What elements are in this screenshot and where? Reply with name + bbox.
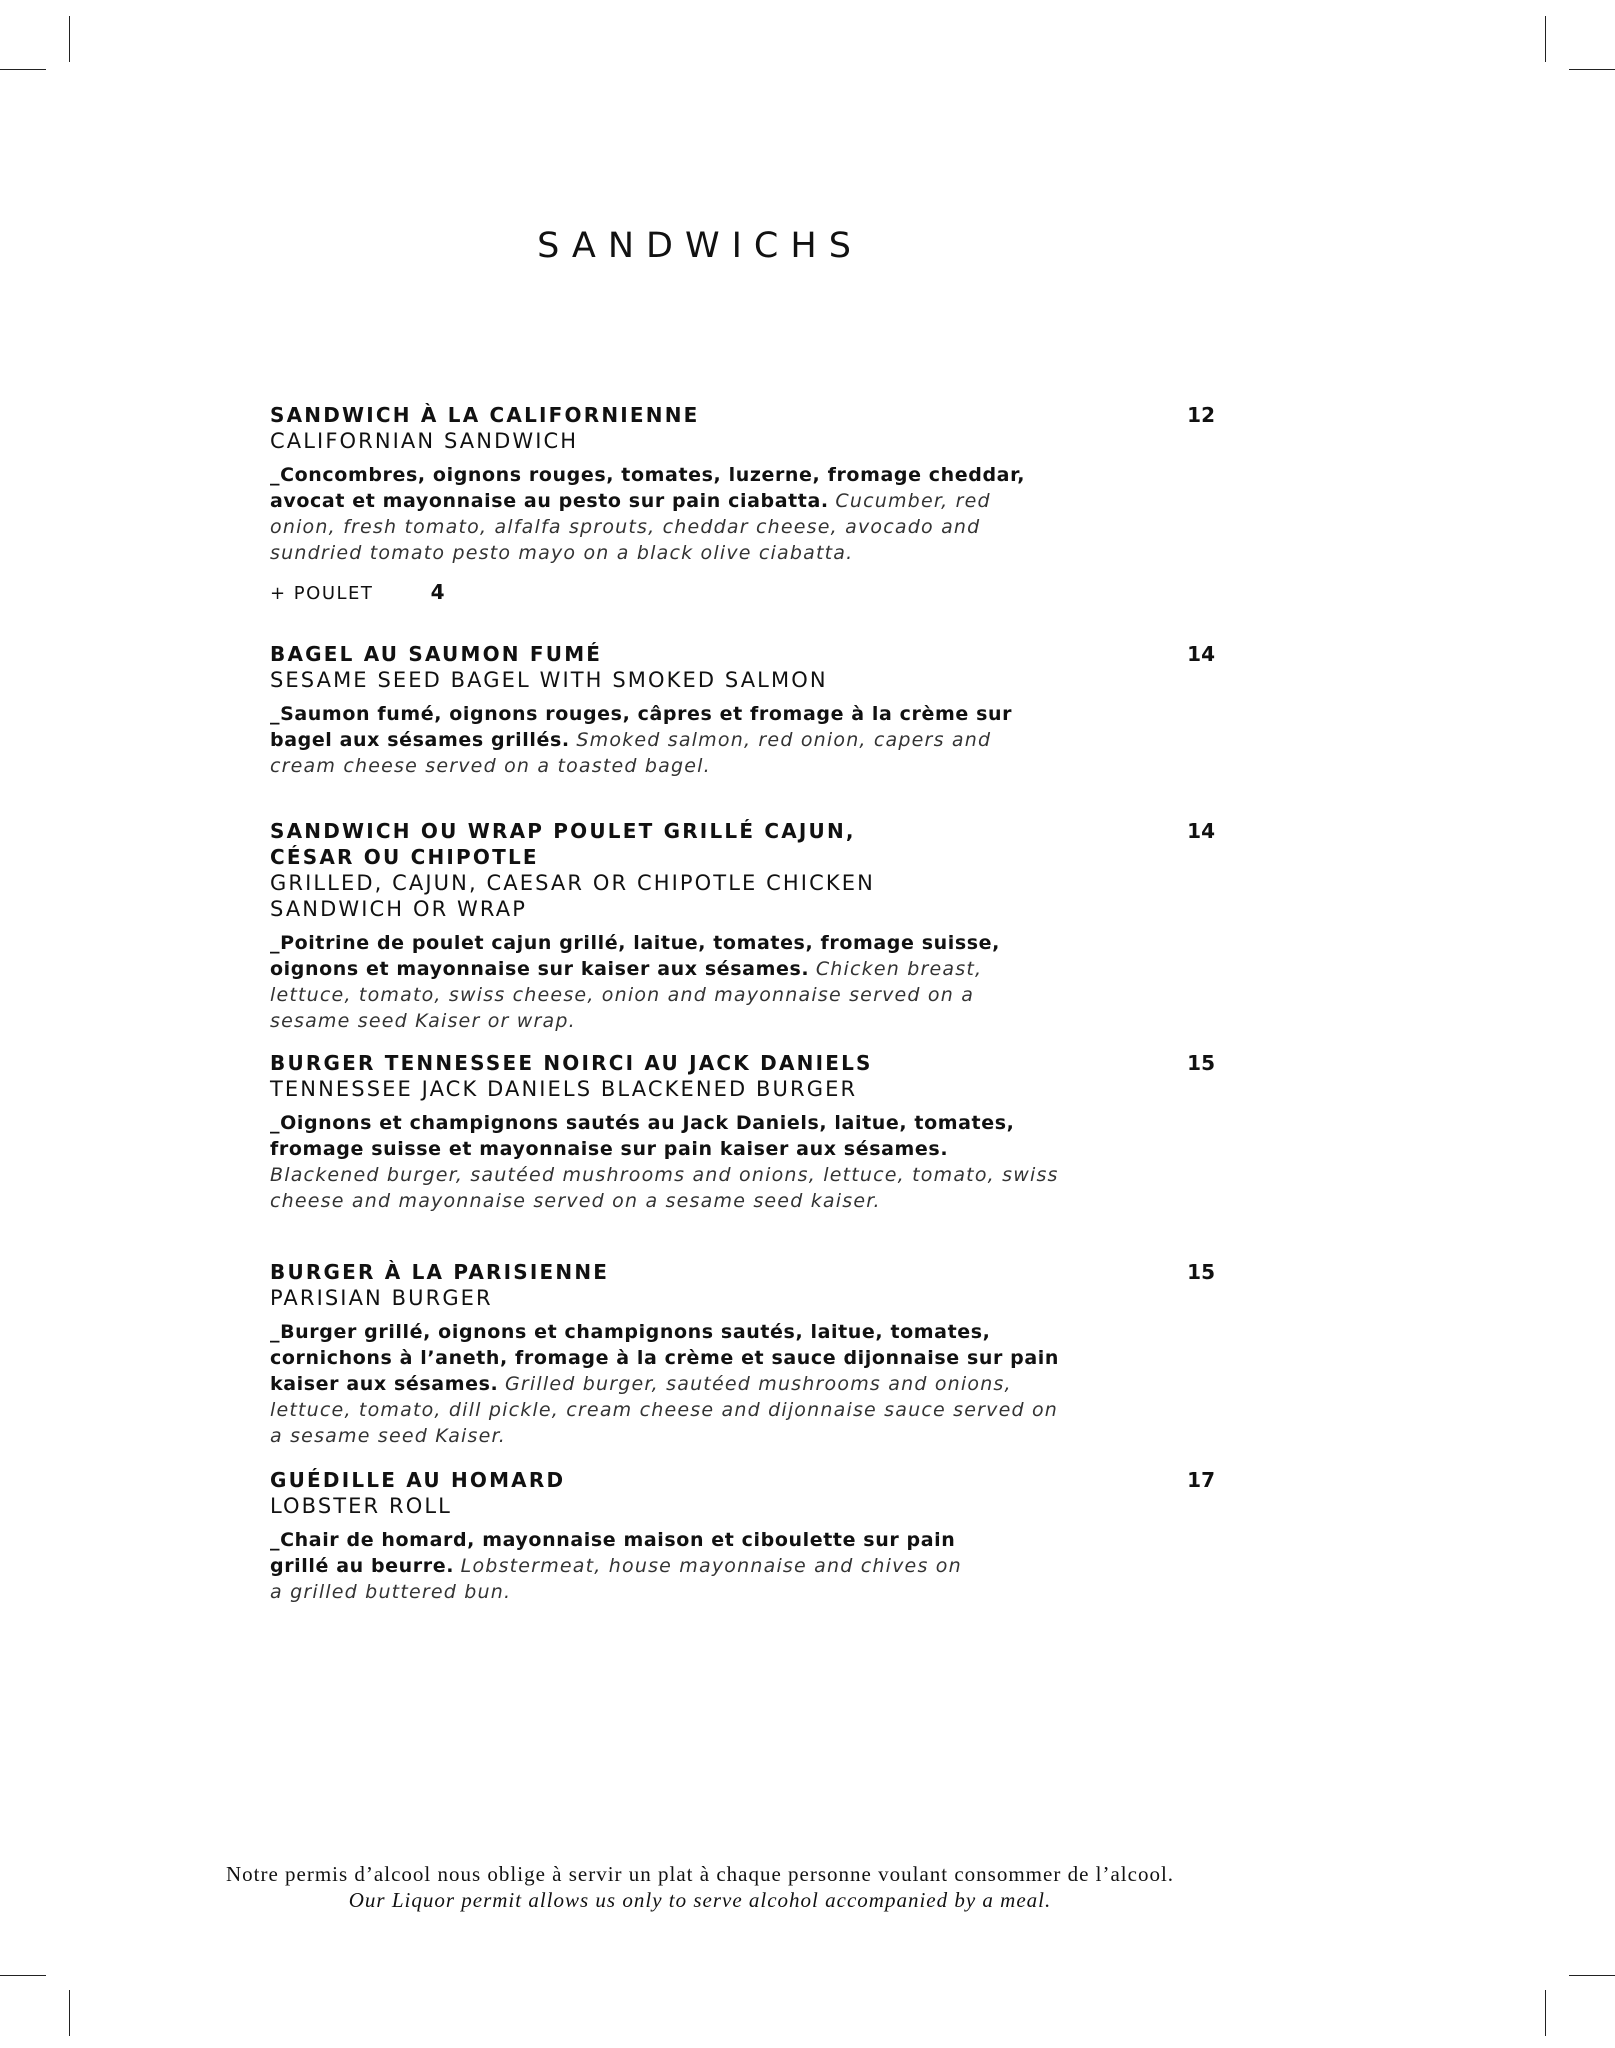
crop-mark: [69, 16, 70, 62]
item-description: [270, 930, 1060, 1034]
menu-item: [270, 1259, 1215, 1449]
menu-item: [270, 402, 1215, 604]
item-description: [270, 1319, 1060, 1449]
liquor-permit-notice: [0, 1861, 1400, 1913]
item-name-fr: SANDWICH OU WRAP POULET GRILLÉ CAJUN, CÉSAR OU CHIPOTLE: [270, 819, 856, 869]
item-price: 17: [1187, 1468, 1215, 1492]
item-name-en: GRILLED, CAJUN, CAESAR OR CHIPOTLE CHICKEN SANDWICH OR WRAP: [270, 871, 875, 921]
menu-item: [270, 1050, 1215, 1214]
item-description: [270, 462, 1060, 566]
crop-mark: [0, 69, 46, 70]
addon-label: + POULET: [270, 583, 374, 604]
item-desc-fr: _Chair de homard, mayonnaise maison et ciboulette sur pain grillé au beurre.: [270, 1529, 956, 1577]
item-price: 12: [1187, 403, 1215, 427]
item-desc-fr: _Burger grillé, oignons et champignons sautés, laitue, tomates, cornichons à l’aneth, fromage à la crème et sauce dijonnaise sur pain kaiser aux sésames.: [270, 1321, 1060, 1395]
menu-item: [270, 818, 1215, 1034]
crop-mark: [69, 1990, 70, 2036]
item-name-fr: GUÉDILLE AU HOMARD: [270, 1468, 566, 1492]
item-name-en: CALIFORNIAN SANDWICH: [270, 429, 579, 453]
item-desc-fr: _Poitrine de poulet cajun grillé, laitue, tomates, fromage suisse, oignons et mayonnaise sur kaiser aux sésames.: [270, 932, 1000, 980]
item-description: [270, 1110, 1060, 1214]
item-desc-fr: _Concombres, oignons rouges, tomates, luzerne, fromage cheddar, avocat et mayonnaise au pesto sur pain ciabatta.: [270, 464, 1026, 512]
item-name-en: SESAME SEED BAGEL WITH SMOKED SALMON: [270, 668, 828, 692]
item-desc-fr: _Saumon fumé, oignons rouges, câpres et fromage à la crème sur bagel aux sésames grillés.: [270, 703, 1013, 751]
item-desc-en: Blackened burger, sautéed mushrooms and onions, lettuce, tomato, swiss cheese and mayonnaise served on a sesame seed kaiser.: [270, 1164, 1059, 1212]
footer-fr: Notre permis d’alcool nous oblige à servir un plat à chaque personne voulant consommer de l’alcool.: [225, 1862, 1175, 1886]
item-name-en: PARISIAN BURGER: [270, 1286, 493, 1310]
item-name-fr: BURGER À LA PARISIENNE: [270, 1260, 610, 1284]
item-desc-fr: _Oignons et champignons sautés au Jack Daniels, laitue, tomates, fromage suisse et mayonnaise sur pain kaiser aux sésames.: [270, 1112, 1015, 1160]
crop-mark: [1545, 16, 1546, 62]
item-price: 15: [1187, 1260, 1215, 1284]
item-name-fr: SANDWICH À LA CALIFORNIENNE: [270, 403, 700, 427]
menu-item: [270, 641, 1215, 779]
item-price: 14: [1187, 819, 1215, 843]
section-title: SANDWICHS: [537, 226, 863, 266]
item-description: [270, 701, 1060, 779]
item-name-fr: BAGEL AU SAUMON FUMÉ: [270, 642, 603, 666]
item-desc-en: Lobstermeat, house mayonnaise and chives on a grilled buttered bun.: [270, 1555, 962, 1603]
menu-item: [270, 1467, 1215, 1605]
addon-price: 4: [430, 580, 447, 604]
item-addon: [270, 580, 1215, 604]
footer-en: Our Liquor permit allows us only to serve alcohol accompanied by a meal.: [348, 1888, 1052, 1912]
item-desc-en: Smoked salmon, red onion, capers and cream cheese served on a toasted bagel.: [270, 729, 992, 777]
crop-mark: [1569, 1975, 1615, 1976]
item-description: [270, 1527, 970, 1605]
item-name-en: TENNESSEE JACK DANIELS BLACKENED BURGER: [270, 1077, 858, 1101]
item-desc-en: Chicken breast, lettuce, tomato, swiss cheese, onion and mayonnaise served on a sesame seed Kaiser or wrap.: [270, 958, 983, 1032]
item-price: 14: [1187, 642, 1215, 666]
item-name-en: LOBSTER ROLL: [270, 1494, 452, 1518]
item-desc-en: Cucumber, red onion, fresh tomato, alfalfa sprouts, cheddar cheese, avocado and sundried tomato pesto mayo on a black olive ciabatta.: [270, 490, 991, 564]
item-price: 15: [1187, 1051, 1215, 1075]
crop-mark: [0, 1975, 46, 1976]
crop-mark: [1545, 1990, 1546, 2036]
item-name-fr: BURGER TENNESSEE NOIRCI AU JACK DANIELS: [270, 1051, 873, 1075]
item-desc-en: Grilled burger, sautéed mushrooms and onions, lettuce, tomato, dill pickle, cream cheese and dijonnaise sauce served on a sesame seed Kaiser.: [270, 1373, 1059, 1447]
crop-mark: [1569, 69, 1615, 70]
